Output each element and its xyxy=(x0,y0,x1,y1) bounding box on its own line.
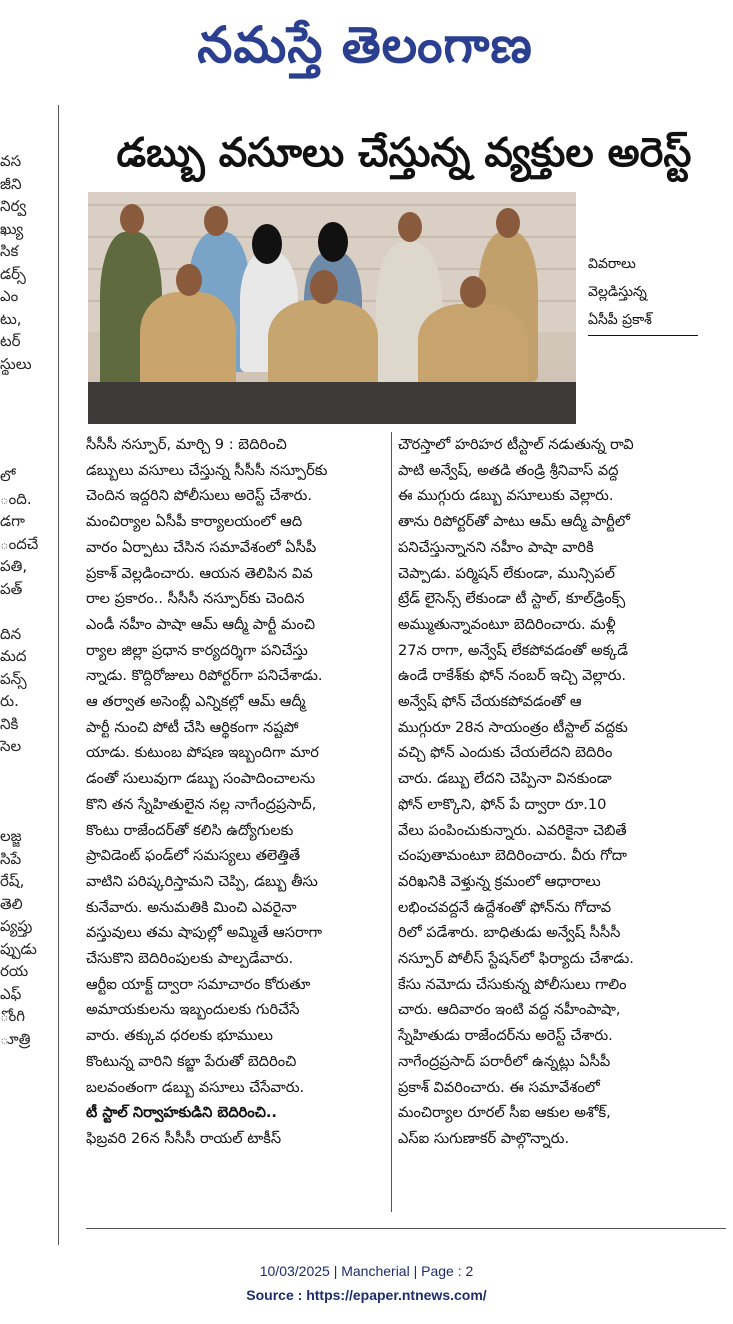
fragment-line: లో xyxy=(0,467,16,485)
fragment-line: పన్స్ xyxy=(0,669,27,688)
article-line: చెప్పాడు. పర్మిషన్ లేకుండా, మున్సిపల్ xyxy=(398,564,615,582)
article-line: రిలో పడేశారు. బాధితుడు అన్వేష్ సీసీసీ xyxy=(398,924,621,942)
fragment-line xyxy=(0,758,40,781)
article-line: వరిఖనికి వెళ్తున్న క్రమంలో ఆధారాలు xyxy=(398,872,601,890)
fragment-line: పతి, xyxy=(0,557,28,575)
caption-underline xyxy=(588,335,698,336)
article-line: బలవంతంగా డబ్బు వసూలు చేసేవారు. xyxy=(86,1078,305,1096)
article-line: ఆ తర్వాత అసెంబ్లీ ఎన్నికల్లో ఆమ్ ఆద్మీ xyxy=(86,693,306,711)
fragment-line xyxy=(0,398,40,421)
article-line: లభించవద్దనే ఉద్దేశంతో ఫోన్‌ను గోదావ xyxy=(398,898,612,916)
article-line: స్నేహితుడు రాజేందర్‌ను అరెస్ట్ చేశారు. xyxy=(398,1027,613,1045)
fragment-line xyxy=(0,780,40,803)
fragment-line: ఎం xyxy=(0,287,19,305)
fragment-line: స్థులు xyxy=(0,354,32,373)
article-line: వేలు పంపించుకున్నారు. ఎవరికైనా చెబితే xyxy=(398,821,627,839)
article-line: మంచిర్యాల రూరల్ సీఐ ఆకుల అశోక్, xyxy=(398,1104,611,1122)
article-line: పాటి అన్వేష్, అతడి తండ్రి శ్రీనివాస్ వద్ద xyxy=(398,461,619,479)
article-column-2 xyxy=(398,432,724,1152)
fragment-line: డర్స్ xyxy=(0,264,26,283)
article-line: ఫోన్ లాక్కొని, ఫోన్ పే ద్వారా రూ.10 xyxy=(398,795,607,813)
bottom-rule xyxy=(86,1228,726,1229)
fragment-line: ందచే xyxy=(0,534,39,553)
fragment-line: మద xyxy=(0,647,27,665)
fragment-line: ఖ్యు xyxy=(0,219,24,238)
article-line: అమాయకులను ఇబ్బందులకు గురిచేసే xyxy=(86,1001,300,1019)
footer-date-edition: 10/03/2025 | Mancherial | Page : 2 xyxy=(259,1263,474,1279)
photo-caption: వివరాలు వెల్లడిస్తున్న ఏసీపీ ప్రకాశ్ xyxy=(588,256,652,328)
article-line: ఫిబ్రవరి 26న సీసీసీ రాయల్ టాకీస్ xyxy=(86,1129,282,1147)
fragment-line: రు. xyxy=(0,692,19,710)
column-divider xyxy=(391,432,392,1212)
article-line: కొంటున్న వారిని కబ్జా పేరుతో బెదిరించి xyxy=(86,1052,297,1070)
article-line: వారు. తక్కువ ధరలకు భూములు xyxy=(86,1027,273,1045)
article-line: ఎస్ఐ సుగుణాకర్ పాల్గొన్నారు. xyxy=(398,1129,570,1147)
fragment-line: తెలి xyxy=(0,894,23,913)
article-line: అన్వేష్ ఫోన్ చేయకపోవడంతో ఆ xyxy=(398,693,582,711)
article-line: నాగేంద్రప్రసాద్ పరారీలో ఉన్నట్లు ఏసీపీ xyxy=(398,1052,611,1070)
article-line: వారం ఏర్పాటు చేసిన సమావేశంలో ఏసీపీ xyxy=(86,538,317,556)
article-line: వాటిని పరిష్కరిస్తామని చెప్పి, డబ్బు తీసు xyxy=(86,872,318,890)
fragment-line: వస xyxy=(0,152,22,170)
fragment-line: ప్పుడు xyxy=(0,939,37,958)
fragment-line xyxy=(0,420,40,443)
column-divider-left xyxy=(58,105,59,1245)
article-line: చంపుతామంటూ బెదిరించారు. వీరు గోదా xyxy=(398,847,627,865)
article-line: ప్రావిడెంట్ ఫండ్‌లో సమస్యలు తలెత్తితే xyxy=(86,847,301,865)
article-line: న్నాడు. కొద్దిరోజులు రిపోర్టర్‌గా పనిచేశాడు. xyxy=(86,667,323,685)
article-line: యాడు. కుటుంబ పోషణ ఇబ్బందిగా మార xyxy=(86,744,319,762)
fragment-line xyxy=(0,803,40,826)
article-line: చౌరస్తాలో హరిహర టీస్టాల్ నడుతున్న రావి xyxy=(398,436,634,453)
article-line: ట్రేడ్ లైసెన్స్ లేకుండా టీ స్టాల్, కూల్‌డ్రింక్స్ xyxy=(398,590,626,608)
fragment-line: డగా xyxy=(0,512,25,530)
article-line: ర్యాల జిల్లా ప్రధాన కార్యదర్శిగా పనిచేస్తు xyxy=(86,641,308,659)
article-line: అమ్ముతున్నావంటూ బెదిరించారు. మళ్లీ xyxy=(398,615,616,633)
fragment-line xyxy=(0,600,40,623)
article-line: సీసీసీ నస్పూర్, మార్చి 9 : బెదిరించి xyxy=(86,436,287,453)
article-headline: డబ్బు వసూలు చేస్తున్న వ్యక్తుల అరెస్ట్ xyxy=(116,130,692,176)
fragment-line: లజ్జ xyxy=(0,827,22,845)
article-line: ప్రకాశ్ వెల్లడించారు. ఆయన తెలిపిన వివ xyxy=(86,564,313,582)
fragment-line: సిక xyxy=(0,242,19,260)
fragment-line: దిన xyxy=(0,624,22,643)
article-line: 27న రాగా, అన్వేష్ లేకపోవడంతో అక్కడే xyxy=(398,641,629,659)
article-line: చెందిన ఇద్దరిని పోలీసులు అరెస్ట్ చేశారు. xyxy=(86,487,312,505)
fragment-line: ూత్రి xyxy=(0,1029,31,1048)
masthead-logo: నమస్తే తెలంగాణ xyxy=(197,16,533,74)
article-line: కేసు నమోదు చేసుకున్న పోలీసులు గాలిం xyxy=(398,975,627,993)
adjacent-column-fragment xyxy=(0,150,40,1250)
article-column-1 xyxy=(86,432,386,1152)
fragment-line xyxy=(0,443,40,466)
fragment-line: సిపే xyxy=(0,849,22,868)
fragment-line: సెల xyxy=(0,737,22,755)
article-line: మంచిర్యాల ఏసీపీ కార్యాలయంలో ఆది xyxy=(86,513,303,531)
article-line: ప్రకాశ్ వివరించారు. ఈ సమావేశంలో xyxy=(398,1078,600,1096)
fragment-line: ఎఫ్ xyxy=(0,984,22,1003)
fragment-line: నికి xyxy=(0,714,19,733)
article-line: కొంటు రాజేందర్‌తో కలిసి ఉద్యోగులకు xyxy=(86,821,294,839)
fragment-line: టర్ xyxy=(0,332,21,350)
fragment-line: ోంగి xyxy=(0,1007,26,1025)
article-line: రాల ప్రకారం.. సీసీసీ నస్పూర్‌కు చెందిన xyxy=(86,590,305,608)
article-line: ఈ ముగ్గురు డబ్బు వసూలుకు వెల్లారు. xyxy=(398,487,614,505)
article-line: ఎండీ నహీం పాషా ఆమ్ ఆద్మీ పార్టీ మంచి xyxy=(86,615,316,633)
article-line: డబ్బులు వసూలు చేస్తున్న సీసీసీ నస్పూర్‌కు xyxy=(86,461,328,479)
article-line: చారు. ఆదివారం ఇంటి వద్ద నహీంపాషా, xyxy=(398,1001,621,1019)
article-line: చారు. డబ్బు లేదని చెప్పినా వినకుండా xyxy=(398,770,612,788)
article-subhead: టీ స్టాల్ నిర్వాహకుడిని బెదిరించి.. xyxy=(86,1104,277,1122)
article-line: కునేవారు. అనుమతికి మించి ఎవరైనా xyxy=(86,898,297,916)
fragment-line: ప్యప్తు xyxy=(0,917,33,935)
article-line: వచ్చి ఫోన్ ఎందుకు చేయలేదని బెదిరిం xyxy=(398,744,613,762)
fragment-line: రేష్, xyxy=(0,872,25,890)
fragment-line: జీని xyxy=(0,174,22,193)
article-line: పనిచేస్తున్నానని నహీం పాషా వారికి xyxy=(398,538,594,556)
fragment-line: ంది. xyxy=(0,489,32,508)
article-line: తాను రిపోర్టర్‌తో పాటు ఆమ్ ఆద్మీ పార్టీలో xyxy=(398,513,630,531)
fragment-line: పత్ xyxy=(0,579,23,598)
article-line: కొని తన స్నేహితులైన నల్ల నాగేంద్రప్రసాద్, xyxy=(86,795,317,813)
article-line: ఉండే రాకేశ్‌కు ఫోన్ నంబర్ ఇచ్చి వెల్లారు. xyxy=(398,667,627,685)
fragment-line xyxy=(0,375,40,398)
article-line: చేసుకొని బెదిరింపులకు పాల్పడేవారు. xyxy=(86,950,294,968)
footer-source: Source : https://epaper.ntnews.com/ xyxy=(246,1287,487,1303)
fragment-line: రయ xyxy=(0,962,29,980)
article-line: డంతో సులువుగా డబ్బు సంపాదించాలను xyxy=(86,770,316,788)
fragment-line: నిర్వ xyxy=(0,197,27,215)
article-line: నస్పూర్ పోలీస్ స్టేషన్‌లో ఫిర్యాదు చేశాడు. xyxy=(398,950,634,968)
fragment-line: టు, xyxy=(0,309,22,328)
article-line: ముగ్గురూ 28న సాయంత్రం టీస్టాల్ వద్దకు xyxy=(398,718,628,736)
article-line: ఆర్టీఐ యాక్ట్ ద్వారా సమాచారం కోరుతూ xyxy=(86,975,311,993)
news-photo xyxy=(88,192,576,424)
article-line: వస్తువులు తమ షాపుల్లో అమ్మితే ఆసరాగా xyxy=(86,924,323,942)
article-line: పార్టీ నుంచి పోటీ చేసి ఆర్థికంగా నష్టపో xyxy=(86,718,299,736)
